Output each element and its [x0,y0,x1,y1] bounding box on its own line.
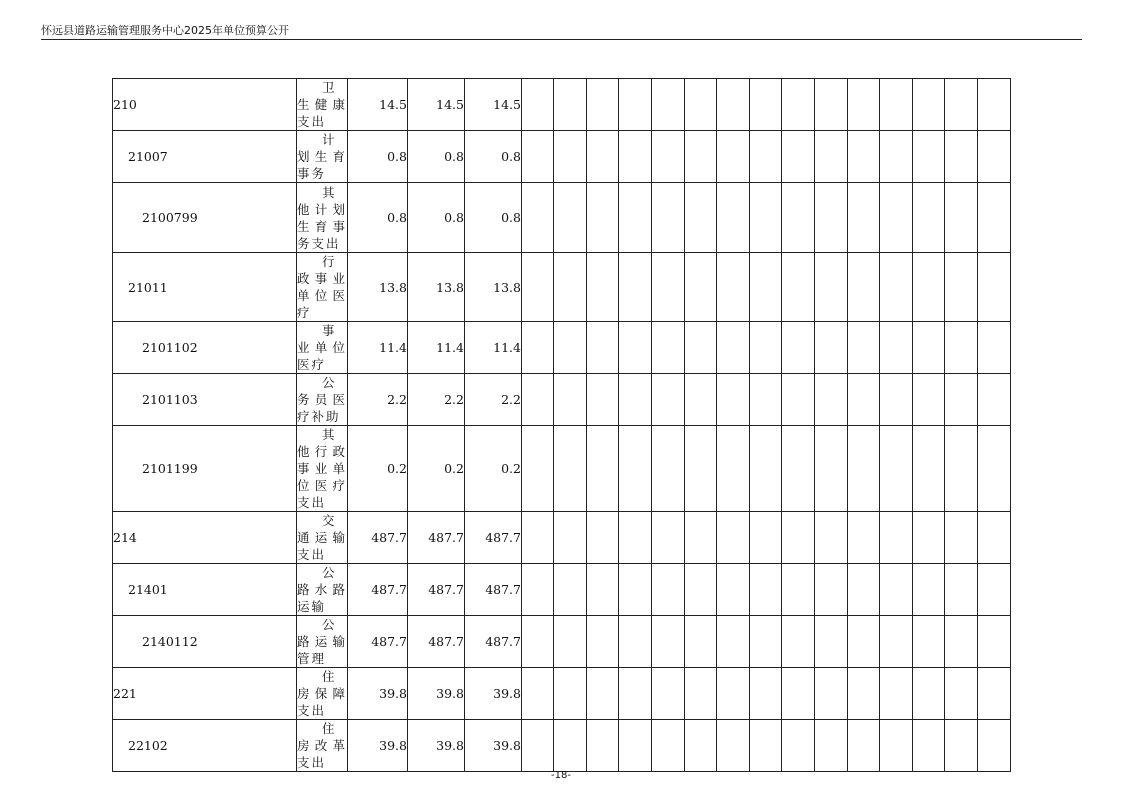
empty-cell [619,616,652,668]
page-number: -18- [551,770,571,781]
empty-cell [750,79,782,131]
subject-name-text: 住房改革支出 [297,721,347,770]
empty-cell [978,79,1011,131]
empty-cell [880,183,913,253]
empty-cell [652,131,685,183]
amount-cell-2: 2.2 [408,374,465,426]
empty-cell [652,79,685,131]
empty-cell [848,720,880,772]
empty-cell [978,374,1011,426]
amount-cell-2: 487.7 [408,564,465,616]
empty-cell [522,616,554,668]
empty-cell [587,720,619,772]
empty-cell [587,512,619,564]
empty-cell [945,79,978,131]
empty-cell [880,253,913,322]
empty-cell [750,668,782,720]
empty-cell [815,426,848,512]
empty-cell [522,668,554,720]
empty-cell [848,616,880,668]
subject-name-text: 其他计划生育事务支出 [297,184,347,251]
empty-cell [619,79,652,131]
empty-cell [848,79,880,131]
empty-cell [685,131,717,183]
amount-cell-1: 0.8 [348,131,408,183]
amount-cell-2: 487.7 [408,512,465,564]
empty-cell [619,426,652,512]
subject-code-cell: 2100799 [113,183,297,253]
empty-cell [782,131,815,183]
empty-cell [880,322,913,374]
empty-cell [685,426,717,512]
subject-name-cell [297,720,348,772]
empty-cell [652,512,685,564]
table-row [113,512,1011,564]
empty-cell [652,374,685,426]
empty-cell [750,253,782,322]
empty-cell [685,374,717,426]
subject-name-text: 行政事业单位医疗 [297,254,347,320]
empty-cell [848,668,880,720]
empty-cell [880,426,913,512]
empty-cell [652,668,685,720]
empty-cell [522,720,554,772]
empty-cell [945,720,978,772]
table-row [113,253,1011,322]
amount-cell-3: 0.2 [465,426,522,512]
empty-cell [782,564,815,616]
amount-cell-2: 13.8 [408,253,465,322]
amount-cell-2: 11.4 [408,322,465,374]
empty-cell [652,564,685,616]
empty-cell [587,668,619,720]
empty-cell [717,426,750,512]
amount-cell-1: 13.8 [348,253,408,322]
table-row [113,374,1011,426]
empty-cell [913,668,945,720]
empty-cell [880,374,913,426]
empty-cell [652,183,685,253]
empty-cell [619,564,652,616]
empty-cell [913,79,945,131]
empty-cell [717,131,750,183]
empty-cell [782,253,815,322]
subject-name-text: 交通运输支出 [297,513,347,562]
empty-cell [554,322,587,374]
subject-code-cell: 2101103 [113,374,297,426]
empty-cell [717,253,750,322]
subject-name-text: 公务员医疗补助 [297,375,347,424]
header-divider [41,39,1082,40]
amount-cell-1: 0.8 [348,183,408,253]
table-row [113,131,1011,183]
empty-cell [554,131,587,183]
empty-cell [913,512,945,564]
empty-cell [685,720,717,772]
empty-cell [978,253,1011,322]
table-row [113,616,1011,668]
empty-cell [815,564,848,616]
amount-cell-2: 487.7 [408,616,465,668]
amount-cell-1: 2.2 [348,374,408,426]
empty-cell [587,322,619,374]
subject-code-cell: 21011 [113,253,297,322]
table-row [113,426,1011,512]
empty-cell [554,616,587,668]
empty-cell [554,79,587,131]
empty-cell [685,79,717,131]
page-header-title: 怀远县道路运输管理服务中心2025年单位预算公开 [41,24,289,37]
subject-name-cell [297,512,348,564]
subject-name-cell [297,183,348,253]
empty-cell [554,253,587,322]
empty-cell [978,668,1011,720]
empty-cell [685,668,717,720]
amount-cell-3: 11.4 [465,322,522,374]
empty-cell [652,426,685,512]
amount-cell-3: 2.2 [465,374,522,426]
empty-cell [913,426,945,512]
empty-cell [815,616,848,668]
empty-cell [717,322,750,374]
empty-cell [587,426,619,512]
empty-cell [750,374,782,426]
empty-cell [652,720,685,772]
subject-name-cell [297,564,348,616]
empty-cell [750,131,782,183]
empty-cell [848,131,880,183]
empty-cell [880,131,913,183]
empty-cell [913,183,945,253]
empty-cell [945,253,978,322]
empty-cell [587,616,619,668]
empty-cell [782,374,815,426]
empty-cell [554,512,587,564]
empty-cell [587,183,619,253]
empty-cell [945,131,978,183]
subject-code-cell: 21401 [113,564,297,616]
table-row [113,720,1011,772]
empty-cell [522,564,554,616]
empty-cell [913,616,945,668]
table-row [113,322,1011,374]
empty-cell [880,79,913,131]
empty-cell [978,720,1011,772]
amount-cell-3: 13.8 [465,253,522,322]
empty-cell [587,79,619,131]
amount-cell-1: 487.7 [348,512,408,564]
subject-name-text: 计划生育事务 [297,132,347,181]
subject-name-text: 事业单位医疗 [297,323,347,372]
empty-cell [848,253,880,322]
empty-cell [945,616,978,668]
empty-cell [619,253,652,322]
empty-cell [750,512,782,564]
empty-cell [945,564,978,616]
empty-cell [978,512,1011,564]
empty-cell [815,79,848,131]
empty-cell [717,79,750,131]
empty-cell [522,512,554,564]
empty-cell [750,564,782,616]
budget-table-body [113,79,1011,772]
empty-cell [522,322,554,374]
empty-cell [685,512,717,564]
empty-cell [913,720,945,772]
empty-cell [815,253,848,322]
amount-cell-1: 39.8 [348,668,408,720]
empty-cell [782,668,815,720]
amount-cell-1: 11.4 [348,322,408,374]
subject-name-cell [297,668,348,720]
amount-cell-3: 0.8 [465,131,522,183]
amount-cell-3: 14.5 [465,79,522,131]
empty-cell [522,79,554,131]
empty-cell [717,512,750,564]
amount-cell-1: 14.5 [348,79,408,131]
empty-cell [815,183,848,253]
empty-cell [815,374,848,426]
empty-cell [782,512,815,564]
subject-name-text: 其他行政事业单位医疗支出 [297,427,347,510]
subject-code-cell: 214 [113,512,297,564]
empty-cell [782,79,815,131]
empty-cell [782,426,815,512]
empty-cell [782,183,815,253]
amount-cell-2: 39.8 [408,720,465,772]
subject-name-text: 公路运输管理 [297,617,347,666]
empty-cell [945,183,978,253]
budget-table [112,78,1011,772]
amount-cell-2: 0.8 [408,183,465,253]
amount-cell-1: 0.2 [348,426,408,512]
empty-cell [815,668,848,720]
empty-cell [978,564,1011,616]
empty-cell [717,668,750,720]
empty-cell [913,564,945,616]
subject-code-cell: 2101102 [113,322,297,374]
empty-cell [945,512,978,564]
table-row [113,79,1011,131]
subject-name-cell [297,616,348,668]
subject-code-cell: 221 [113,668,297,720]
empty-cell [685,564,717,616]
empty-cell [619,183,652,253]
empty-cell [619,720,652,772]
empty-cell [945,374,978,426]
empty-cell [913,374,945,426]
empty-cell [717,374,750,426]
subject-code-cell: 2101199 [113,426,297,512]
empty-cell [880,668,913,720]
empty-cell [945,426,978,512]
empty-cell [587,253,619,322]
empty-cell [522,426,554,512]
empty-cell [815,720,848,772]
empty-cell [945,322,978,374]
empty-cell [619,131,652,183]
empty-cell [978,131,1011,183]
subject-code-cell: 2140112 [113,616,297,668]
empty-cell [782,322,815,374]
empty-cell [750,183,782,253]
subject-name-cell [297,253,348,322]
empty-cell [717,616,750,668]
empty-cell [522,131,554,183]
empty-cell [782,616,815,668]
amount-cell-3: 487.7 [465,564,522,616]
empty-cell [880,616,913,668]
empty-cell [848,426,880,512]
empty-cell [717,720,750,772]
empty-cell [913,322,945,374]
empty-cell [750,720,782,772]
empty-cell [848,183,880,253]
empty-cell [685,253,717,322]
subject-name-cell [297,79,348,131]
empty-cell [848,374,880,426]
empty-cell [587,131,619,183]
subject-name-cell [297,322,348,374]
empty-cell [717,183,750,253]
amount-cell-3: 0.8 [465,183,522,253]
amount-cell-3: 39.8 [465,720,522,772]
empty-cell [913,253,945,322]
subject-name-text: 住房保障支出 [297,669,347,718]
empty-cell [978,616,1011,668]
empty-cell [554,374,587,426]
empty-cell [750,426,782,512]
subject-name-cell [297,131,348,183]
empty-cell [815,512,848,564]
empty-cell [978,183,1011,253]
empty-cell [554,183,587,253]
empty-cell [522,253,554,322]
empty-cell [619,668,652,720]
subject-code-cell: 21007 [113,131,297,183]
amount-cell-1: 487.7 [348,616,408,668]
empty-cell [554,668,587,720]
empty-cell [880,564,913,616]
empty-cell [522,374,554,426]
empty-cell [978,426,1011,512]
empty-cell [619,374,652,426]
subject-name-cell [297,426,348,512]
empty-cell [945,668,978,720]
amount-cell-2: 0.2 [408,426,465,512]
empty-cell [815,322,848,374]
empty-cell [619,512,652,564]
empty-cell [913,131,945,183]
empty-cell [554,720,587,772]
empty-cell [685,616,717,668]
empty-cell [652,253,685,322]
empty-cell [685,322,717,374]
empty-cell [652,322,685,374]
empty-cell [848,564,880,616]
subject-code-cell: 22102 [113,720,297,772]
subject-name-text: 卫生健康支出 [297,80,347,129]
empty-cell [750,322,782,374]
table-row [113,668,1011,720]
amount-cell-2: 14.5 [408,79,465,131]
subject-name-cell [297,374,348,426]
amount-cell-1: 39.8 [348,720,408,772]
empty-cell [587,564,619,616]
amount-cell-2: 0.8 [408,131,465,183]
empty-cell [652,616,685,668]
table-row [113,564,1011,616]
empty-cell [880,512,913,564]
empty-cell [978,322,1011,374]
amount-cell-3: 487.7 [465,512,522,564]
amount-cell-2: 39.8 [408,668,465,720]
empty-cell [880,720,913,772]
empty-cell [848,322,880,374]
empty-cell [619,322,652,374]
empty-cell [685,183,717,253]
empty-cell [782,720,815,772]
empty-cell [587,374,619,426]
empty-cell [554,564,587,616]
subject-code-cell: 210 [113,79,297,131]
table-row [113,183,1011,253]
amount-cell-3: 487.7 [465,616,522,668]
empty-cell [750,616,782,668]
subject-name-text: 公路水路运输 [297,565,347,614]
empty-cell [717,564,750,616]
empty-cell [848,512,880,564]
amount-cell-1: 487.7 [348,564,408,616]
amount-cell-3: 39.8 [465,668,522,720]
empty-cell [522,183,554,253]
empty-cell [815,131,848,183]
empty-cell [554,426,587,512]
